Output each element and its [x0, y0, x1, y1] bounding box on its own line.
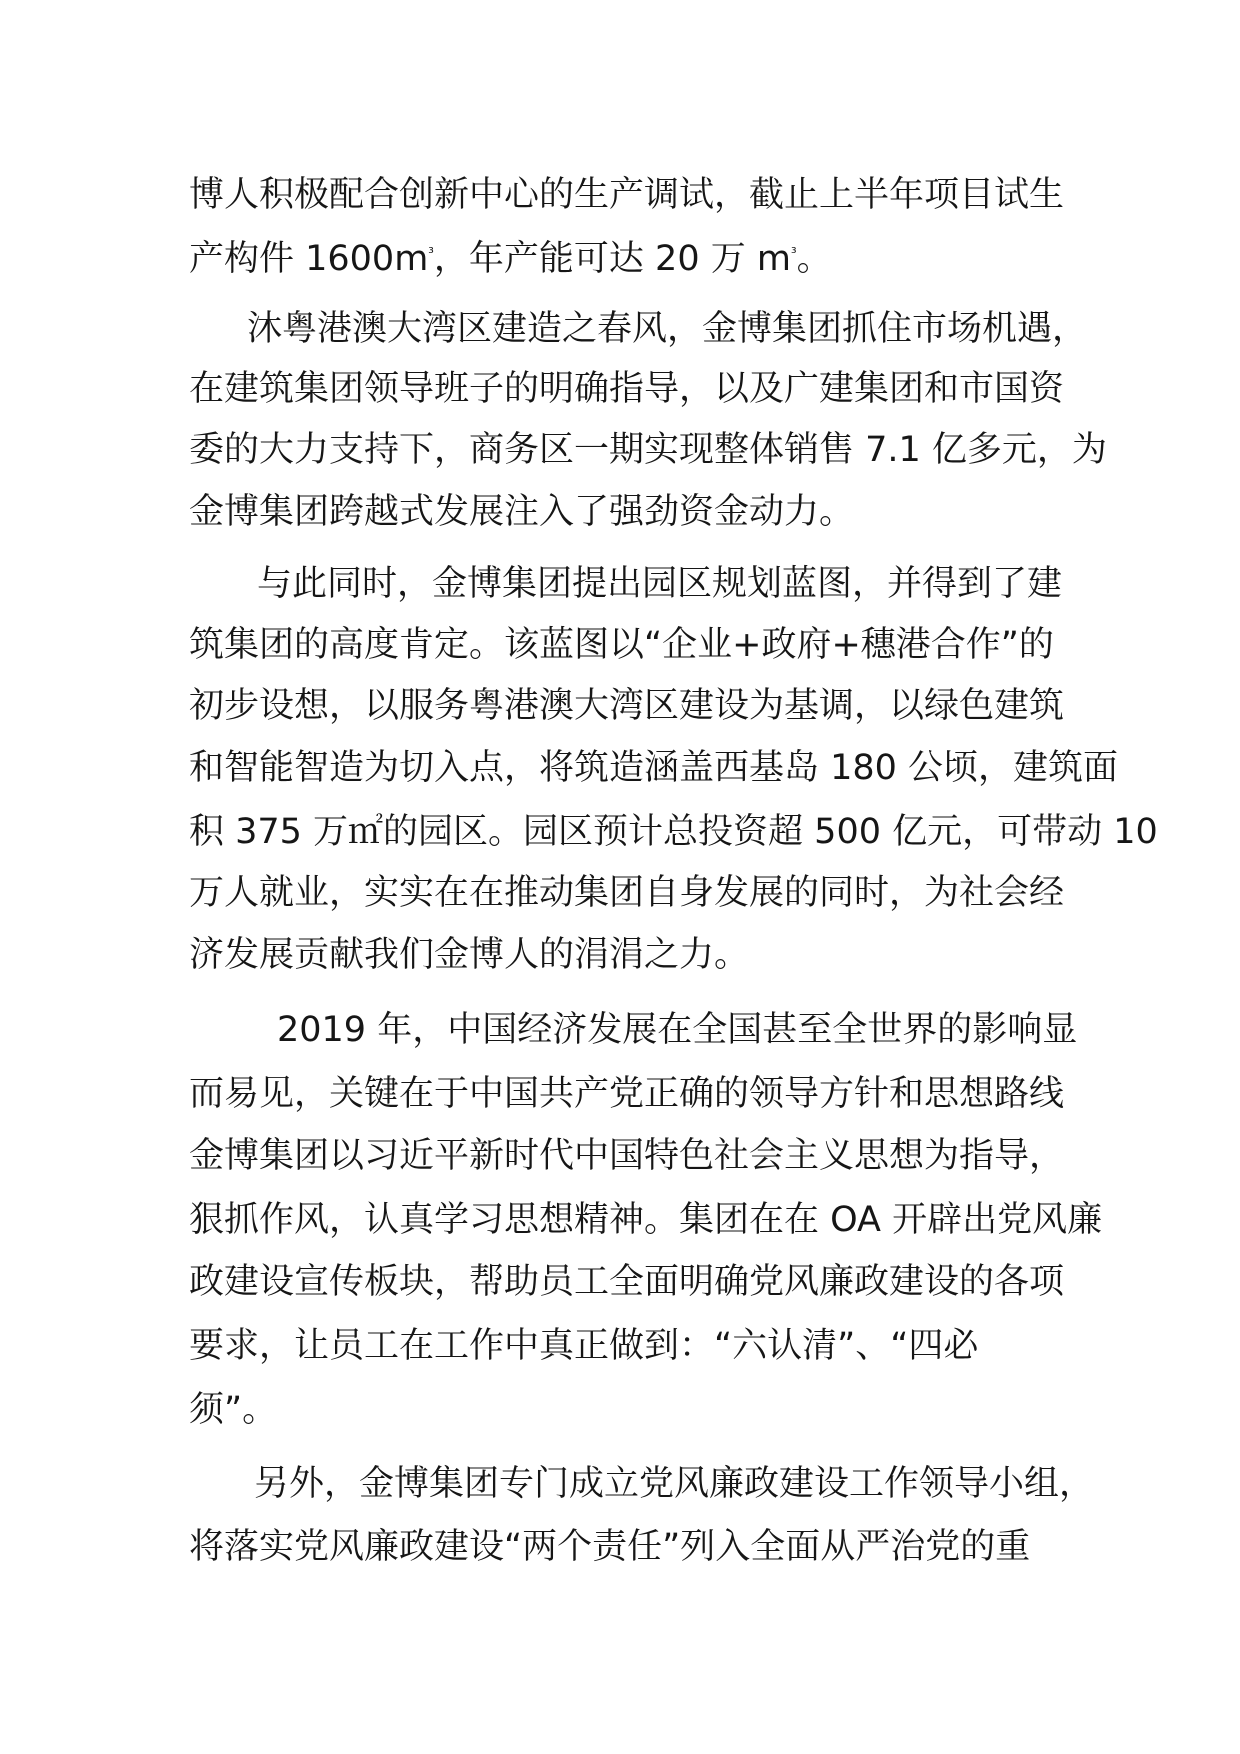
text-line-16: 金博集团以习近平新时代中国特色社会主义思想为指导，: [189, 1136, 1065, 1176]
text-line-2-part-3: 。: [796, 239, 832, 279]
text-line-8: 筑集团的高度肯定。该蓝图以“企业+政府+穗港合作”的: [189, 625, 1054, 665]
cubic-superscript: ³: [428, 245, 434, 262]
text-line-19: 要求，让员工在工作中真正做到：“六认清”、“四必: [189, 1326, 979, 1366]
text-line-22: 将落实党风廉政建设“两个责任”列入全面从严治党的重: [189, 1527, 1031, 1567]
text-line-11: 积 375 万㎡的园区。园区预计总投资超 500 亿元，可带动 10: [189, 812, 1158, 852]
text-line-6: 金博集团跨越式发展注入了强劲资金动力。: [189, 492, 855, 532]
text-line-18: 政建设宣传板块，帮助员工全面明确党风廉政建设的各项: [189, 1262, 1065, 1302]
text-line-12: 万人就业，实实在在推动集团自身发展的同时，为社会经: [189, 873, 1065, 913]
text-line-14: 2019 年，中国经济发展在全国甚至全世界的影响显: [277, 1010, 1078, 1050]
text-line-15: 而易见，关键在于中国共产党正确的领导方针和思想路线: [189, 1074, 1065, 1114]
text-line-7: 与此同时，金博集团提出园区规划蓝图，并得到了建: [257, 564, 1063, 604]
text-line-4: 在建筑集团领导班子的明确指导，以及广建集团和市国资: [189, 369, 1065, 409]
text-line-9: 初步设想，以服务粤港澳大湾区建设为基调，以绿色建筑: [189, 686, 1065, 726]
text-line-21: 另外，金博集团专门成立党风廉政建设工作领导小组，: [254, 1464, 1095, 1504]
text-line-2: [189, 227, 832, 291]
text-line-20: 须”。: [189, 1390, 278, 1430]
cubic-superscript: ³: [790, 245, 797, 262]
text-line-1: 博人积极配合创新中心的生产调试，截止上半年项目试生: [189, 175, 1065, 215]
text-line-3: 沐粤港澳大湾区建造之春风，金博集团抓住市场机遇，: [247, 309, 1088, 349]
text-line-2-part-2: ，年产能可达 20 万 m: [433, 239, 791, 279]
text-line-17: 狠抓作风，认真学习思想精神。集团在在 OA 开辟出党风廉: [189, 1200, 1103, 1240]
text-line-13: 济发展贡献我们金博人的涓涓之力。: [189, 935, 750, 975]
text-line-10: 和智能智造为切入点，将筑造涵盖西基岛 180 公顷，建筑面: [189, 748, 1119, 788]
text-line-5: 委的大力支持下，商务区一期实现整体销售 7.1 亿多元，为: [189, 430, 1107, 470]
text-line-2-part-1: 产构件 1600m: [189, 239, 429, 279]
